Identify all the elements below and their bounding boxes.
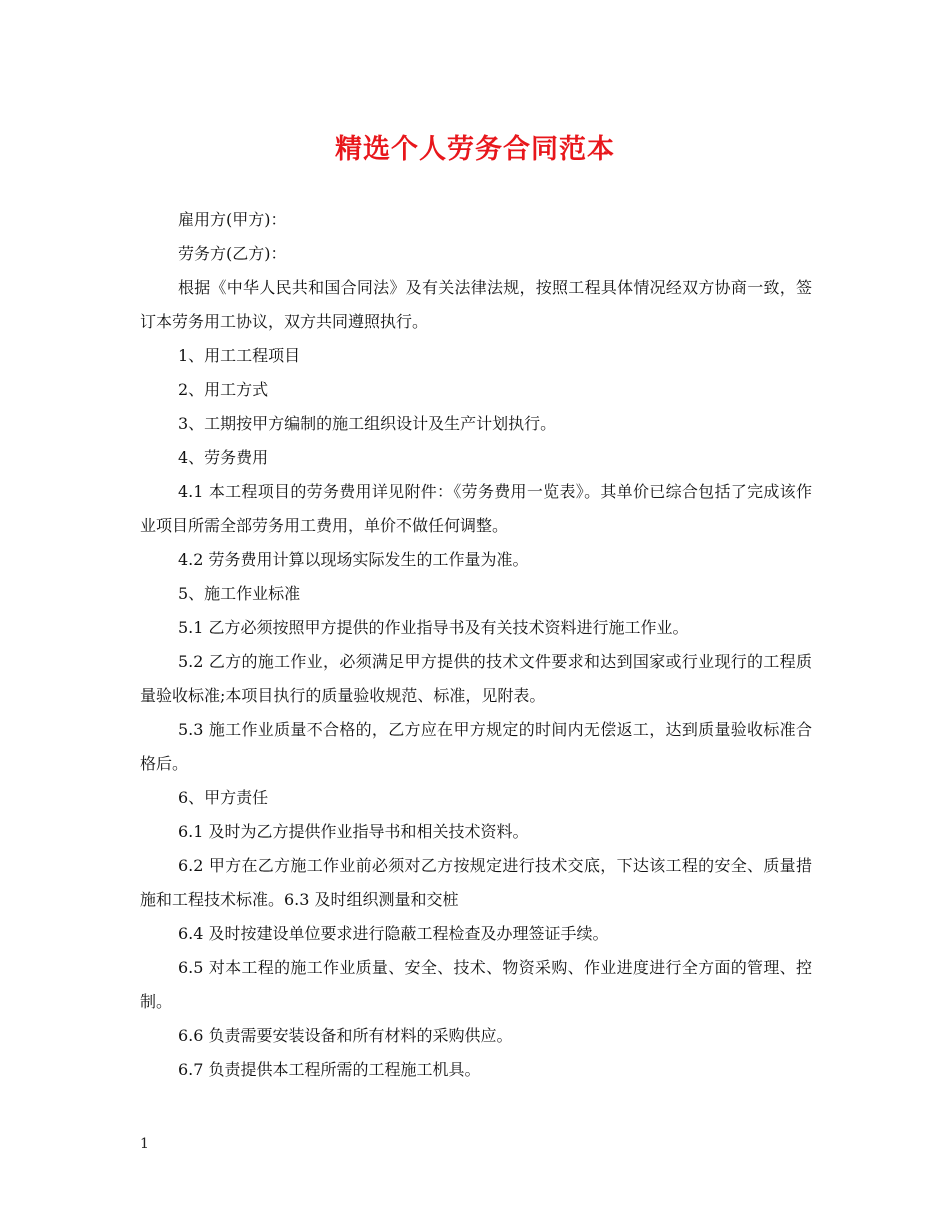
document-body bbox=[140, 203, 812, 1087]
paragraph-6-4: 6.4 及时按建设单位要求进行隐蔽工程检查及办理签证手续。 bbox=[178, 924, 609, 943]
paragraph-5-1: 5.1 乙方必须按照甲方提供的作业指导书及有关技术资料进行施工作业。 bbox=[178, 618, 689, 637]
page-number: 1 bbox=[140, 1136, 149, 1152]
paragraph-laborer: 劳务方(乙方)： bbox=[178, 244, 287, 263]
paragraph-4-2: 4.2 劳务费用计算以现场实际发生的工作量为准。 bbox=[178, 550, 529, 569]
paragraph-section-5: 5、施工作业标准 bbox=[178, 584, 301, 603]
paragraph-section-6: 6、甲方责任 bbox=[178, 788, 269, 807]
paragraph-employer: 雇用方(甲方)： bbox=[178, 210, 287, 229]
paragraph-6-2: 6.2 甲方在乙方施工作业前必须对乙方按规定进行技术交底，下达该工程的安全、质量措施和工程技术标准。6.3 及时组织测量和交桩 bbox=[140, 856, 812, 909]
paragraph-section-3: 3、工期按甲方编制的施工组织设计及生产计划执行。 bbox=[178, 414, 557, 433]
paragraph-5-2: 5.2 乙方的施工作业，必须满足甲方提供的技术文件要求和达到国家或行业现行的工程质量验收标准;本项目执行的质量验收规范、标准，见附表。 bbox=[140, 652, 812, 705]
paragraph-5-3: 5.3 施工作业质量不合格的，乙方应在甲方规定的时间内无偿返工，达到质量验收标准合格后。 bbox=[140, 720, 812, 773]
paragraph-section-4: 4、劳务费用 bbox=[178, 448, 269, 467]
document-title: 精选个人劳务合同范本 bbox=[335, 134, 615, 165]
paragraph-6-1: 6.1 及时为乙方提供作业指导书和相关技术资料。 bbox=[178, 822, 529, 841]
paragraph-preamble: 根据《中华人民共和国合同法》及有关法律法规，按照工程具体情况经双方协商一致，签订本劳务用工协议，双方共同遵照执行。 bbox=[140, 278, 812, 331]
paragraph-6-6: 6.6 负责需要安装设备和所有材料的采购供应。 bbox=[178, 1026, 513, 1045]
paragraph-section-1: 1、用工工程项目 bbox=[178, 346, 301, 365]
paragraph-section-2: 2、用工方式 bbox=[178, 380, 269, 399]
paragraph-4-1: 4.1 本工程项目的劳务费用详见附件：《劳务费用一览表》。其单价已综合包括了完成该作业项目所需全部劳务用工费用，单价不做任何调整。 bbox=[140, 482, 812, 535]
paragraph-6-5: 6.5 对本工程的施工作业质量、安全、技术、物资采购、作业进度进行全方面的管理、控制。 bbox=[140, 958, 812, 1011]
paragraph-6-7: 6.7 负责提供本工程所需的工程施工机具。 bbox=[178, 1060, 481, 1079]
